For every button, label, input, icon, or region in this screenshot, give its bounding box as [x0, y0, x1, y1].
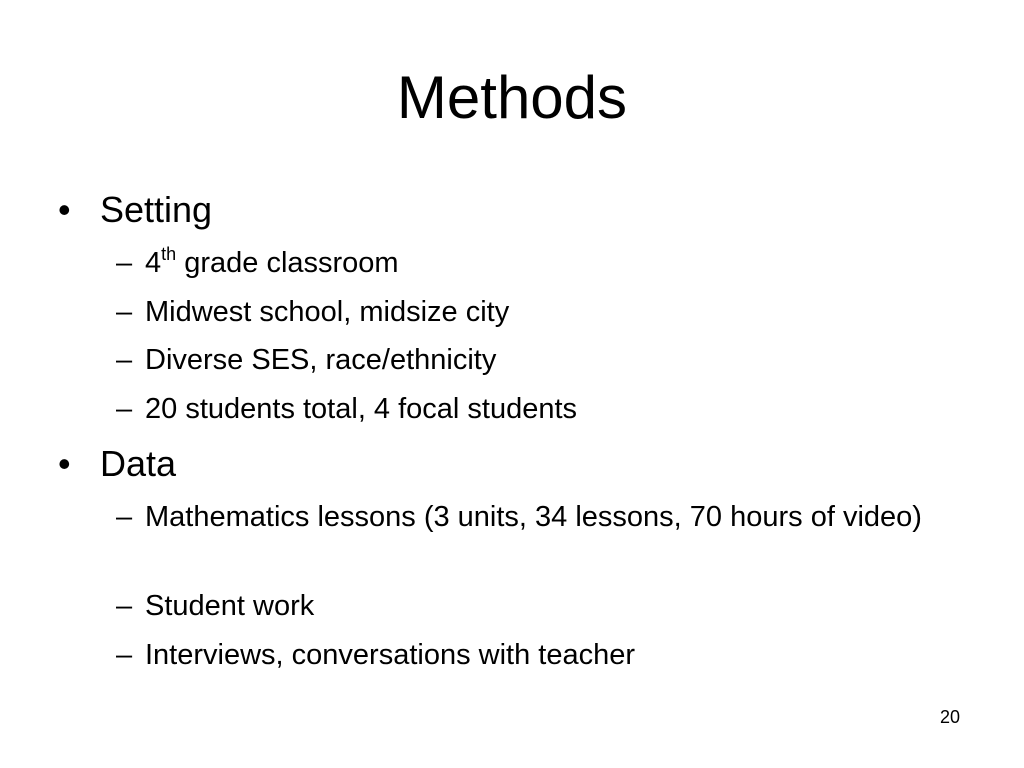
bullet-label-data: Data — [100, 443, 177, 484]
sub-bullet-text: 20 students total, 4 focal students — [145, 393, 578, 425]
sub-bullet-dash: – — [116, 501, 133, 533]
bullet-dot: • — [58, 189, 71, 230]
grade-number: 4 — [145, 247, 162, 279]
sub-bullet-text — [145, 245, 975, 281]
sub-bullet-text: Mathematics lessons (3 units, 34 lessons, 70 hours of video) — [145, 501, 922, 533]
slide-number: 20 — [939, 707, 961, 727]
sub-bullet-dash: – — [116, 296, 133, 328]
sub-bullet-dash: – — [116, 639, 133, 671]
grade-rest: grade classroom — [176, 247, 399, 279]
bullet-label-setting: Setting — [100, 189, 213, 230]
bullet-dot: • — [58, 443, 71, 484]
sub-bullet-text: Student work — [145, 590, 315, 622]
sub-bullet-text: Interviews, conversations with teacher — [145, 639, 635, 671]
sub-bullet-dash: – — [116, 247, 133, 279]
sub-bullet-text: Diverse SES, race/ethnicity — [145, 344, 497, 376]
sub-bullet-dash: – — [116, 590, 133, 622]
sub-bullet-text: Midwest school, midsize city — [145, 296, 510, 328]
sub-bullet-dash: – — [116, 393, 133, 425]
slide-title: Methods — [396, 64, 628, 131]
grade-superscript: th — [161, 244, 177, 264]
sub-bullet-dash: – — [116, 344, 133, 376]
